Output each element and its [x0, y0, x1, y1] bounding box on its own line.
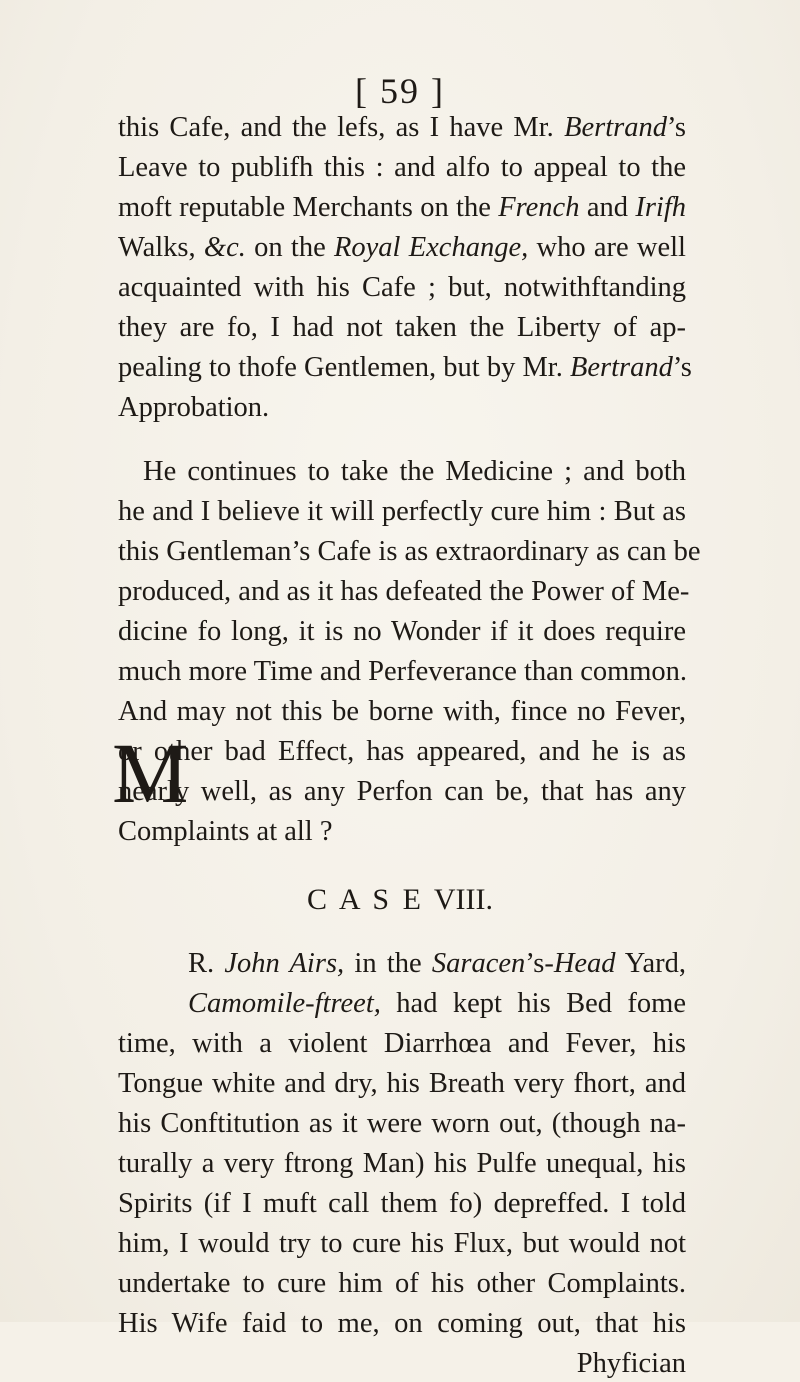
text-line — [118, 350, 692, 386]
text-run: Tongue white and dry, his Breath very fhort, and — [118, 1068, 686, 1099]
text-run: time, with a violent Diarrhœa and Fever, his — [118, 1028, 686, 1059]
text-line — [118, 614, 686, 650]
text-line — [118, 1266, 686, 1302]
text-run: Approbation. — [118, 392, 270, 423]
italic-text: John Airs, — [224, 948, 345, 979]
text-line — [118, 1066, 686, 1102]
italic-text: &c. — [203, 232, 246, 263]
text-line — [118, 534, 701, 570]
text-run: Complaints at all ? — [118, 816, 333, 847]
text-run: Spirits (if I muft call them fo) depreffed. I told — [118, 1188, 686, 1219]
italic-text: Camomile-ftreet, — [188, 988, 381, 1019]
text-run: turally a very ftrong Man) his Pulfe unequal, his — [118, 1148, 686, 1179]
text-line — [118, 150, 686, 186]
text-run: he and I believe it will perfectly cure him : But as — [118, 496, 686, 527]
text-line — [118, 1026, 686, 1062]
text-run: C A S E VIII. — [307, 883, 493, 916]
text-line — [118, 694, 686, 730]
text-line — [118, 390, 269, 426]
text-run: R. — [188, 948, 225, 979]
text-line — [118, 654, 686, 690]
text-line — [118, 774, 686, 810]
text-run: Phyfician — [576, 1348, 686, 1379]
text-run: had kept his Bed fome — [380, 988, 686, 1019]
text-run: dicine fo long, it is no Wonder if it does require — [118, 616, 686, 647]
text-run: much more Time and Perfeverance than common. — [118, 656, 688, 687]
text-run: him, I would try to cure his Flux, but would not — [118, 1228, 686, 1259]
italic-text: Royal Exchange, — [334, 232, 529, 263]
text-run: on the — [245, 232, 334, 263]
text-line — [143, 454, 686, 490]
text-line — [118, 1186, 686, 1222]
text-line — [118, 230, 686, 266]
text-body — [0, 110, 800, 1379]
text-run: nearly well, as any Perfon can be, that has any — [118, 776, 686, 807]
italic-text: French — [498, 192, 580, 223]
text-run: this Gentleman’s Cafe is as extraordinary as can be — [118, 536, 701, 567]
text-run: produced, and as it has defeated the Power of Me- — [118, 576, 690, 607]
italic-text: Head — [553, 948, 616, 979]
italic-text: Bertrand — [569, 352, 673, 383]
text-line — [118, 310, 686, 346]
italic-text: Saracen — [431, 948, 526, 979]
text-line — [118, 1226, 686, 1262]
case-heading — [0, 882, 800, 918]
text-run: ’s- — [525, 948, 554, 979]
text-line — [188, 946, 686, 982]
text-line — [188, 986, 686, 1022]
text-run: ’s — [672, 352, 692, 383]
text-run: who are well — [528, 232, 686, 263]
text-run: they are fo, I had not taken the Liberty of ap- — [118, 312, 686, 343]
text-run: His Wife faid to me, on coming out, that his — [118, 1308, 686, 1339]
catchword — [577, 1346, 686, 1382]
text-run: pealing to thofe Gentlemen, but by Mr. — [118, 352, 570, 383]
text-run: this Cafe, and the lefs, as I have Mr. — [118, 112, 565, 143]
text-run: ’s — [666, 112, 686, 143]
text-line — [118, 574, 690, 610]
italic-text: Irifh — [635, 192, 686, 223]
text-run: undertake to cure him of his other Complaints. — [118, 1268, 686, 1299]
text-line — [118, 190, 686, 226]
text-run: Yard, — [615, 948, 686, 979]
text-run: and — [579, 192, 636, 223]
text-run: his Conftitution as it were worn out, (though na- — [118, 1108, 686, 1139]
text-run: Leave to publifh this : and alfo to appeal to the — [118, 152, 686, 183]
text-line — [118, 1146, 686, 1182]
text-line — [118, 494, 686, 530]
text-line — [118, 1306, 686, 1342]
text-run: And may not this be borne with, fince no Fever, — [118, 696, 686, 727]
text-run: moft reputable Merchants on the — [118, 192, 499, 223]
page-number: [ 59 ] — [355, 71, 445, 111]
text-run: acquainted with his Cafe ; but, notwithftanding — [118, 272, 686, 303]
text-line — [118, 110, 686, 146]
text-line — [118, 270, 686, 306]
italic-text: Bertrand — [564, 112, 667, 143]
text-run: He continues to take the Medicine ; and both — [143, 456, 686, 487]
text-run: or other bad Effect, has appeared, and he is as — [118, 736, 686, 767]
text-run: in the — [344, 948, 432, 979]
text-run: Walks, — [118, 232, 204, 263]
text-line — [118, 814, 333, 850]
text-line — [118, 1106, 686, 1142]
drop-cap: M — [112, 725, 189, 821]
text-line — [118, 734, 686, 770]
